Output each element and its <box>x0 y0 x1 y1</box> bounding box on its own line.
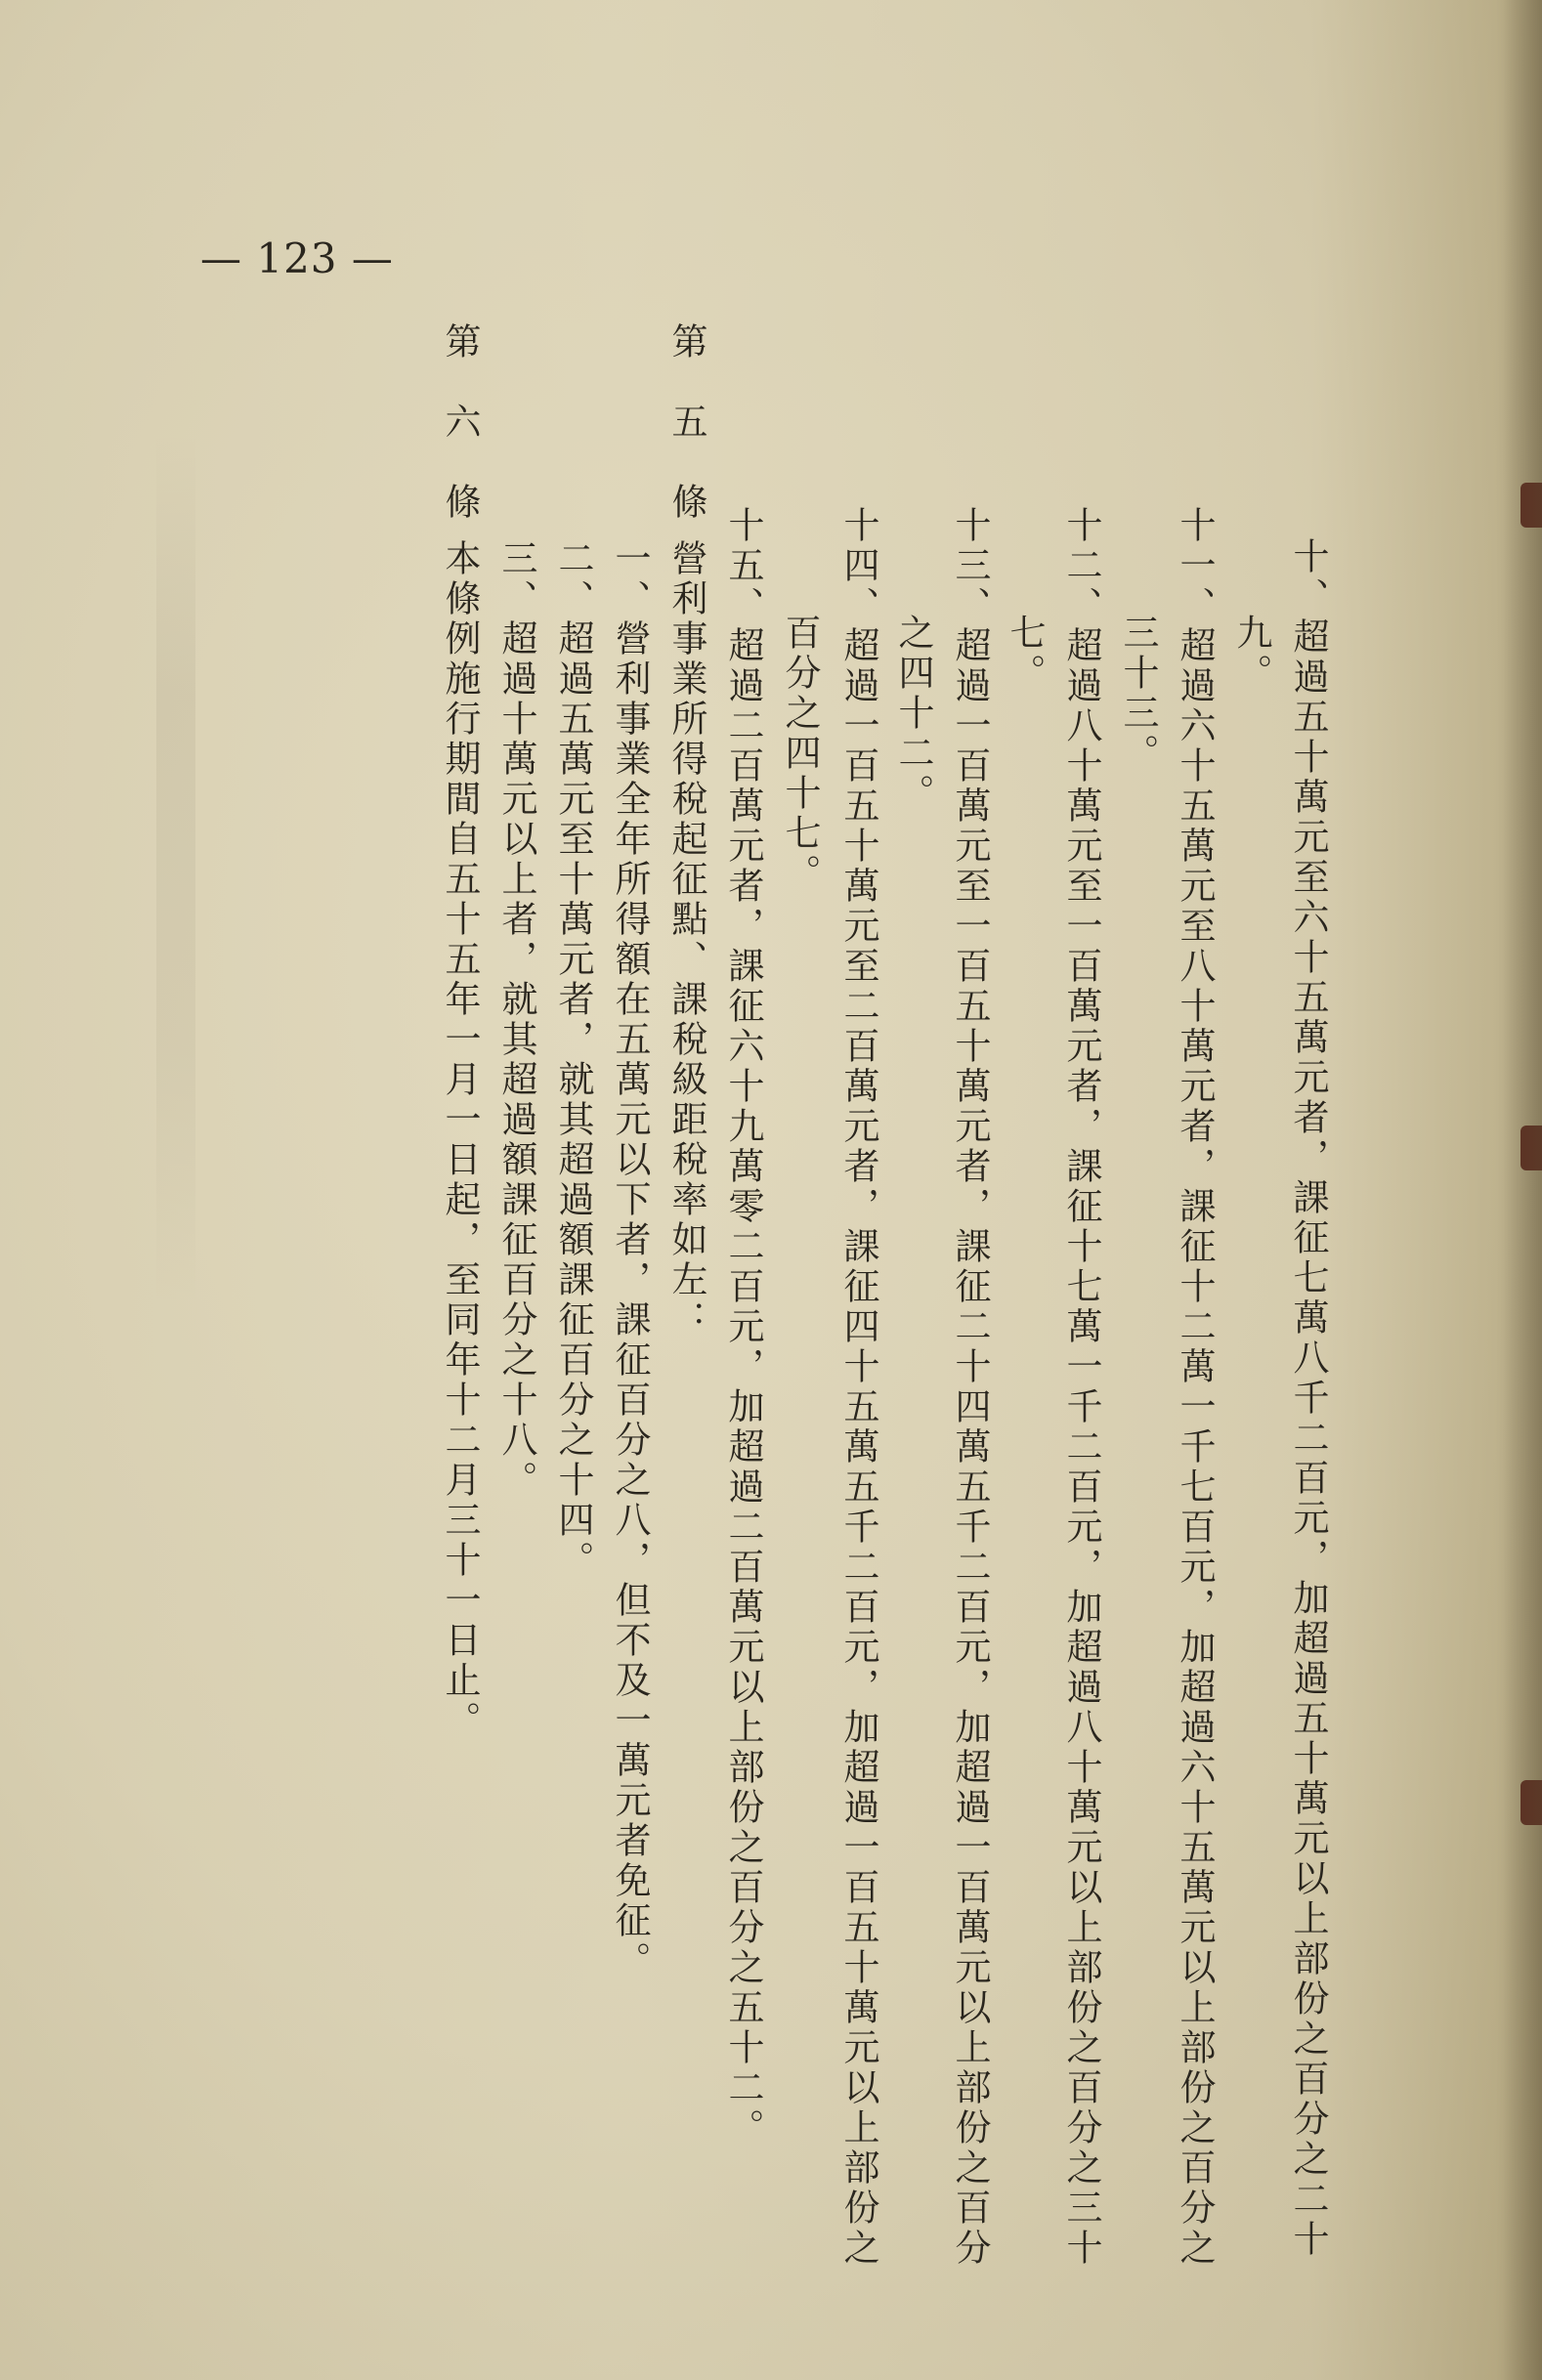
page-number: — 123 — <box>200 234 394 282</box>
article-5-body: 營利事業所得稅起征點、課稅級距稅率如左： <box>665 539 707 1340</box>
text-column-item-15: 十五、超過二百萬元者，課征六十九萬零二百元，加超過二百萬元以上部份之百分之五十二。 <box>722 506 764 2148</box>
text-column-item-12-line-1: 十二、超過八十萬元至一百萬元者，課征十七萬一千二百元，加超過八十萬元以上部份之百分之三十 <box>1060 506 1102 2269</box>
article-6-body: 本條例施行期間自五十五年一月一日起，至同年十二月三十一日止。 <box>439 539 481 1741</box>
text-column-item-14-line-2: 百分之四十七。 <box>779 614 821 894</box>
binding-tab <box>1521 1126 1542 1170</box>
text-column-item-10-line-2: 九。 <box>1230 614 1272 694</box>
article-5-item-1: 一、營利事業全年所得額在五萬元以下者，課征百分之八，但不及一萬元者免征。 <box>609 539 651 1981</box>
text-column-item-13-line-1: 十三、超過一百萬元至一百五十萬元者，課征二十四萬五千二百元，加超過一百萬元以上部份之百分 <box>949 506 991 2269</box>
text-column-item-12-line-2: 七。 <box>1004 614 1046 694</box>
text-column-item-11-line-2: 三十三。 <box>1117 614 1159 774</box>
bleed-through-shadow <box>156 430 195 1309</box>
text-column-item-11-line-1: 十一、超過六十五萬元至八十萬元者，課征十二萬一千七百元，加超過六十五萬元以上部份之百分之 <box>1174 506 1216 2269</box>
text-column-item-10-line-1: 十、超過五十萬元至六十五萬元者，課征七萬八千二百元，加超過五十萬元以上部份之百分之二十 <box>1287 537 1329 2260</box>
text-column-item-13-line-2: 之四十二。 <box>892 614 934 814</box>
article-5-heading: 第 五 條 <box>665 322 707 523</box>
article-6-heading: 第 六 條 <box>439 322 481 523</box>
article-5-item-2: 二、超過五萬元至十萬元者，就其超過額課征百分之十四。 <box>552 539 594 1581</box>
binding-tab <box>1521 483 1542 528</box>
text-column-item-14-line-1: 十四、超過一百五十萬元至二百萬元者，課征四十五萬五千二百元，加超過一百五十萬元以上部份之 <box>837 506 879 2269</box>
binding-tab <box>1521 1780 1542 1825</box>
article-5-item-3: 三、超過十萬元以上者，就其超過額課征百分之十八。 <box>495 539 537 1501</box>
